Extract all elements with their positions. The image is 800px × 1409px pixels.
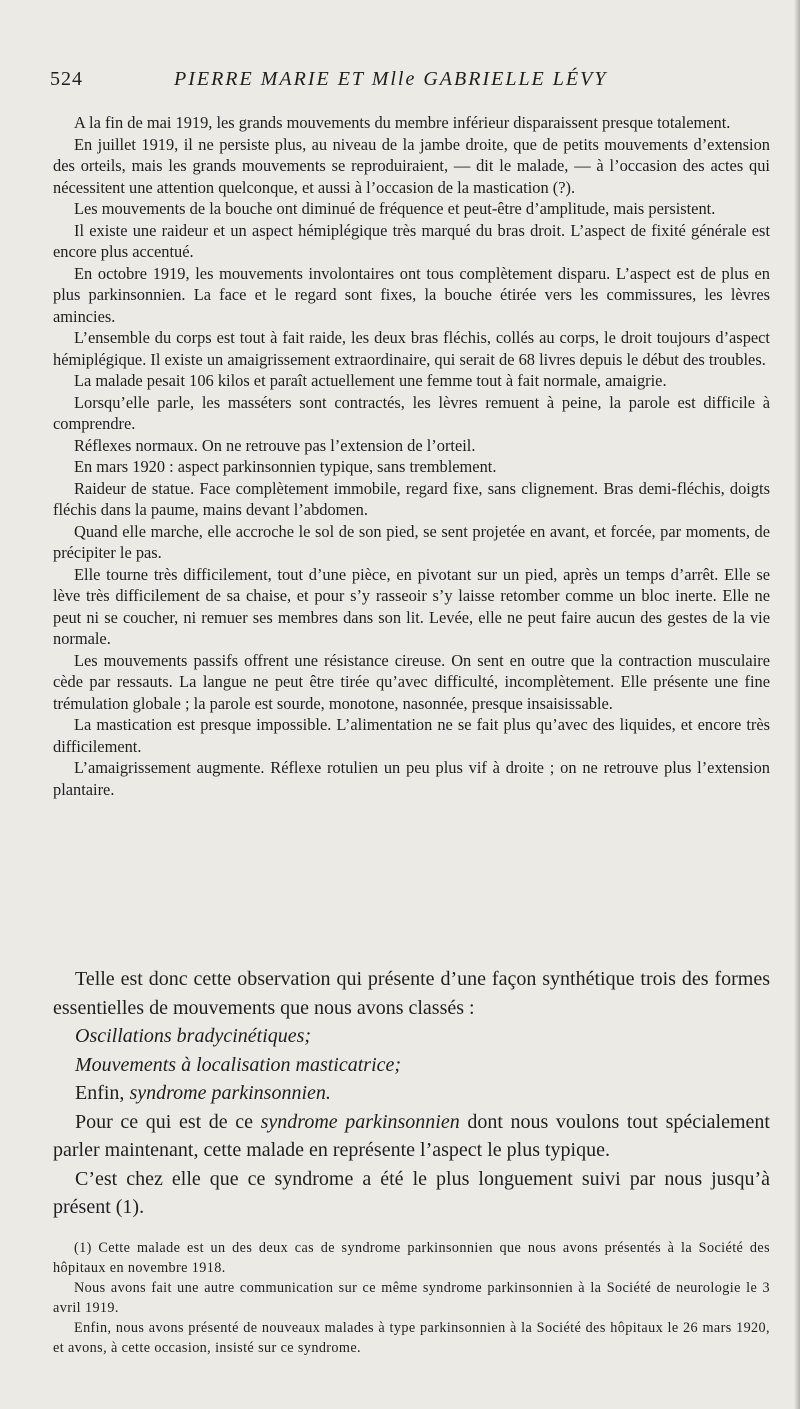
footnote: Nous avons fait une autre communication sur ce même syndrome parkinsonnien à la Société de neurologie le 3 avril 1919. <box>53 1280 770 1316</box>
paragraph: En mars 1920 : aspect parkinsonnien typique, sans tremblement. <box>74 457 497 476</box>
paragraph: Elle tourne très difficilement, tout d’une pièce, en pivotant sur un pied, après un temps d’arrêt. Elle se lève très difficilement de sa chaise, et pour s’y rasseoir s’y laisse retomber comme un bloc inerte. Elle ne peut ni se coucher, ni remuer ses membres dans son lit. Levée, elle ne peut faire aucun des gestes de la vie normale. <box>53 564 770 648</box>
conclusion-paragraph <box>53 1108 770 1165</box>
conclusion-paragraph-suffix: dont nous voulons tout spécialement parler maintenant, cette malade en représente l’aspect le plus typique. <box>53 1110 770 1161</box>
form-item-oscillations <box>53 1022 770 1051</box>
paragraph: Il existe une raideur et un aspect hémiplégique très marqué du bras droit. L’aspect de fixité générale est encore plus accentué. <box>53 220 770 261</box>
conclusion-final-paragraph: C’est chez elle que ce syndrome a été le plus longuement suivi par nous jusqu’à présent (1). <box>53 1167 770 1218</box>
paragraph: La malade pesait 106 kilos et paraît actuellement une femme tout à fait normale, amaigrie. <box>74 371 667 390</box>
page-edge-shadow <box>794 0 800 1409</box>
conclusion-paragraph-emphasis: syndrome parkinsonnien <box>260 1110 460 1133</box>
running-head: PIERRE MARIE ET Mlle GABRIELLE LÉVY <box>174 68 608 90</box>
conclusion-paragraph-prefix: Pour ce qui est de ce <box>75 1110 261 1133</box>
footnote: (1) Cette malade est un des deux cas de syndrome parkinsonnien que nous avons présentés à la Société des hôpitaux en novembre 1918. <box>53 1240 770 1276</box>
page-header <box>50 68 770 100</box>
form-item-oscillations-text: Oscillations bradycinétiques; <box>75 1025 312 1047</box>
paragraph: L’ensemble du corps est tout à fait raide, les deux bras fléchis, collés au corps, le droit toujours d’aspect hémiplégique. Il existe un amaigrissement extraordinaire, qui serait de 68 livres depuis le début des troubles. <box>53 328 770 369</box>
paragraph: Les mouvements de la bouche ont diminué de fréquence et peut-être d’amplitude, mais persistent. <box>74 199 716 218</box>
paragraph: A la fin de mai 1919, les grands mouvements du membre inférieur disparaissent presque totalement. <box>74 113 731 132</box>
paragraph: Raideur de statue. Face complètement immobile, regard fixe, sans clignement. Bras demi-fléchis, doigts fléchis dans la paume, mains devant l’abdomen. <box>53 478 770 519</box>
footnote: Enfin, nous avons présenté de nouveaux malades à type parkinsonnien à la Société des hôpitaux le 26 mars 1920, et avons, à cette occasion, insisté sur ce syndrome. <box>53 1320 770 1356</box>
paragraph: Les mouvements passifs offrent une résistance cireuse. On sent en outre que la contraction musculaire cède par ressauts. La langue ne peut être tirée qu’avec difficulté, incomplètement. Elle présente une fine trémulation globale ; la parole est sourde, monotone, nasonnée, presque insaisissable. <box>53 650 770 713</box>
page-number: 524 <box>50 68 83 90</box>
paragraph: Réflexes normaux. On ne retrouve pas l’extension de l’orteil. <box>74 435 476 455</box>
paragraph: En octobre 1919, les mouvements involontaires ont tous complètement disparu. L’aspect est de plus en plus parkinsonnien. La face et le regard sont fixes, la bouche étirée vers les commissures, les lèvres amincies. <box>53 263 770 326</box>
form-item-parkinson <box>53 1079 770 1108</box>
form-item-parkinson-prefix: Enfin, <box>75 1082 130 1104</box>
paragraph: La mastication est presque impossible. L’alimentation ne se fait plus qu’avec des liquides, et encore très difficilement. <box>53 715 770 756</box>
form-item-mastication-text: Mouvements à localisation masticatrice; <box>75 1053 402 1076</box>
paragraph: L’amaigrissement augmente. Réflexe rotulien un peu plus vif à droite ; on ne retrouve plus l’extension plantaire. <box>53 758 770 799</box>
conclusion-section <box>53 965 770 1222</box>
paragraph: En juillet 1919, il ne persiste plus, au niveau de la jambe droite, que de petits mouvements d’extension des orteils, mais les grands mouvements se reproduiraient, — dit le malade, — à l’occasion des actes qui nécessitent une attention quelconque, et aussi à l’occasion de la mastication (?). <box>53 134 770 197</box>
paragraph: Quand elle marche, elle accroche le sol de son pied, se sent projetée en avant, et forcée, par moments, de précipiter le pas. <box>53 521 770 562</box>
form-item-parkinson-text: syndrome parkinsonnien. <box>129 1082 331 1104</box>
case-observation-text <box>53 112 770 800</box>
footnotes <box>53 1238 770 1358</box>
form-item-mastication <box>53 1051 770 1080</box>
conclusion-intro: Telle est donc cette observation qui présente d’une façon synthétique trois des formes essentielles de mouvements que nous avons classés : <box>53 968 770 1019</box>
paragraph: Lorsqu’elle parle, les masséters sont contractés, les lèvres remuent à peine, la parole est difficile à comprendre. <box>53 392 770 433</box>
